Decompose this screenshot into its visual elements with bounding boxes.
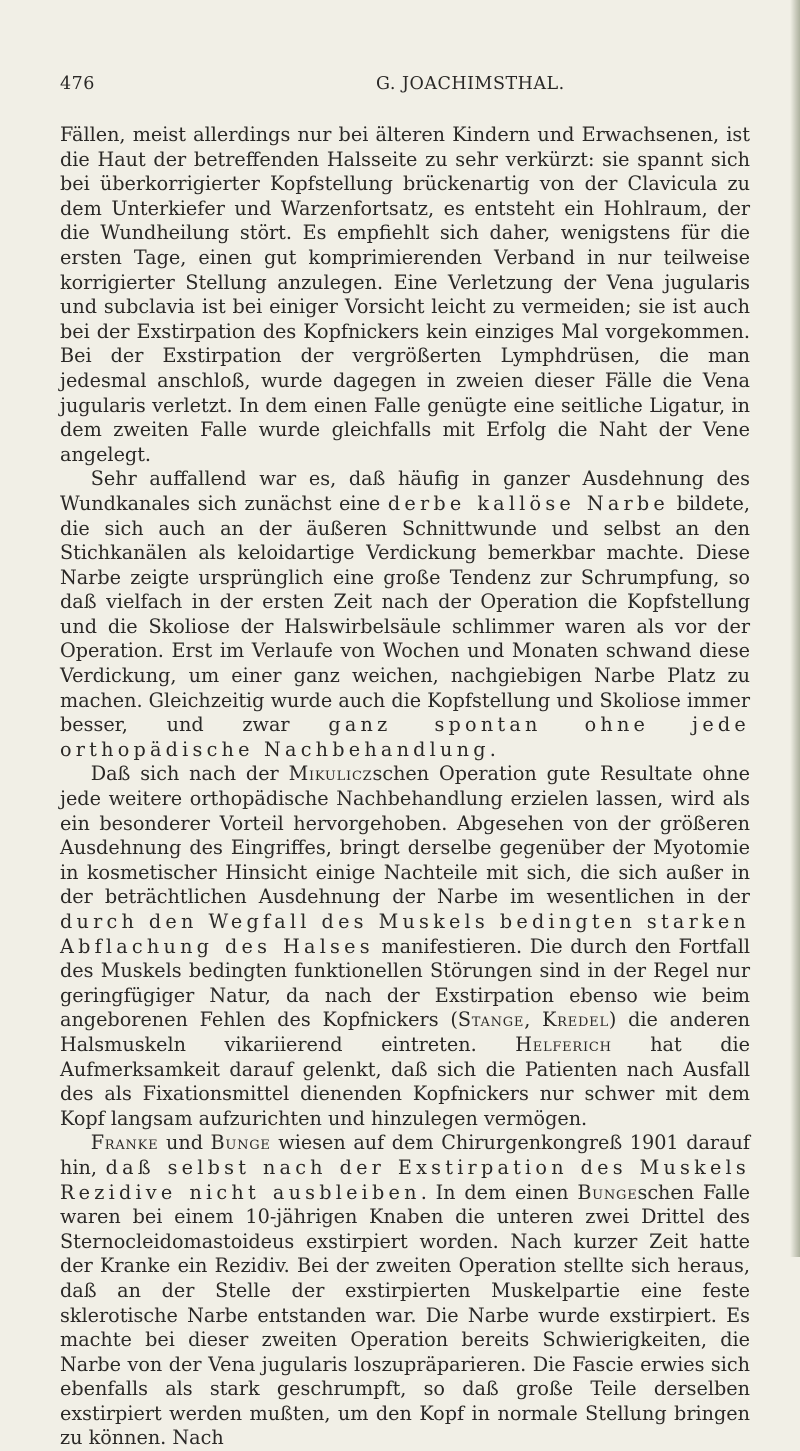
paragraph	[60, 467, 750, 762]
text-run: schen Falle waren bei einem 10-jährigen Knaben die unteren zwei Drittel des Sternocleidomastoideus exstirpiert worden. Nach kurzer Zeit hatte der Kranke ein Rezidiv. Bei der zweiten Operation stellte sich heraus, daß an der Stelle der exstirpierten Muskelpartie eine feste sklerotische Narbe entstanden war. Die Narbe wurde exstirpiert. Es machte bei dieser zweiten Operation bereits Schwierigkeiten, die Narbe von der Vena jugularis loszupräparieren. Die Fascie erwies sich ebenfalls als stark geschrumpft, so daß große Teile derselben exstirpiert werden mußten, um den Kopf in normale Stellung bringen zu können. Nach	[60, 1180, 751, 1450]
paragraph	[60, 1131, 750, 1451]
page-header	[60, 74, 750, 100]
text-run: Fällen, meist allerdings nur bei älteren Kindern und Erwachsenen, ist die Haut der betreffenden Halsseite zu sehr verkürzt: sie spannt sich bei überkorrigierter Kopfstellung brückenartig von der Clavicula zu dem Unterkiefer und Warzenfortsatz, es entsteht ein Hohlraum, der die Wundheilung stört. Es empfiehlt sich daher, wenigstens für die ersten Tage, einen gut komprimierenden Verband in nur teilweise korrigierter Stellung anzulegen. Eine Verletzung der Vena jugularis und subclavia ist bei einiger Vorsicht leicht zu vermeiden; sie ist auch bei der Exstirpation des Kopfnickers kein einziges Mal vorgekommen. Bei der Exstirpation der vergrößerten Lymphdrüsen, die man jedesmal anschloß, wurde dagegen in zweien dieser Fälle die Vena jugularis verletzt. In dem einen Falle genügte eine seitliche Ligatur, in dem zweiten Falle wurde gleichfalls mit Erfolg die Naht der Vene angelegt.	[60, 123, 750, 466]
text-run: und	[158, 1131, 211, 1155]
paragraph	[60, 762, 750, 1131]
text-run: bildete, die sich auch an der äußeren Schnittwunde und selbst an den Stichkanälen als keloidartige Verdickung bemerkbar machte. Diese Narbe zeigte ursprünglich eine große Tendenz zur Schrumpfung, so daß vielfach in der ersten Zeit nach der Operation die Kopfstellung und die Skoliose der Halswirbelsäule schlimmer waren als vor der Operation. Erst im Verlaufe von Wochen und Monaten schwand diese Verdickung, um einer ganz weichen, nachgiebigen Narbe Platz zu machen. Gleichzeitig wurde auch die Kopfstellung und Skoliose immer besser, und zwar	[60, 491, 750, 737]
page-edge-shadow	[790, 0, 800, 1257]
spaced-emphasis: derbe kallöse Narbe	[387, 491, 669, 515]
author-name: Bunge	[577, 1180, 638, 1204]
author-name: Kredel	[542, 1008, 609, 1032]
author-name: Mikulicz	[288, 762, 373, 786]
text-run: . In dem einen	[420, 1180, 578, 1204]
author-name: Franke	[90, 1131, 159, 1155]
spaced-emphasis: daß selbst nach der Exstirpation des Muskels Rezidive nicht ausbleiben	[60, 1155, 750, 1204]
author-name: Helferich	[515, 1032, 612, 1056]
text-run: .	[489, 737, 496, 761]
author-name: Stange	[457, 1008, 525, 1032]
spaced-emphasis: ganz spontan ohne jede orthopädische Nachbehandlung	[60, 713, 750, 761]
text-run: ,	[524, 1008, 543, 1032]
text-run: schen Operation gute Resultate ohne jede weitere orthopädische Nachbehandlung erzielen lassen, wird als ein besonderer Vorteil hervorgehoben. Abgesehen von der größeren Ausdehnung des Eingriffes, bringt derselbe gegenüber der Myotomie in kosmetischer Hinsicht einige Nachteile mit sich, die sich außer in der beträchtlichen Ausdehnung der Narbe im wesentlichen in der	[60, 762, 750, 909]
paragraph	[60, 123, 750, 467]
running-title: G. JOACHIMSTHAL.	[376, 74, 565, 94]
text-run: hat die Aufmerksamkeit darauf gelenkt, daß sich die Patienten nach Ausfall des als Fixationsmittel dienenden Kopfnickers nur schwer mit dem Kopf langsam aufzurichten und hinzulegen vermögen.	[60, 1032, 750, 1130]
author-name: Bunge	[210, 1131, 271, 1155]
text-run: Sehr auffallend war es, daß häufig in ganzer Ausdehnung des Wundkanales sich zunächst eine	[60, 467, 750, 515]
page-number: 476	[60, 74, 95, 94]
text-run: ) die anderen Halsmuskeln vikariierend eintreten.	[60, 1008, 751, 1056]
spaced-emphasis: durch den Wegfall des Muskels bedingten starken Abflachung des Halses	[60, 910, 750, 958]
text-run: wiesen auf dem Chirurgenkongreß 1901 darauf hin,	[60, 1131, 750, 1179]
body-text	[60, 123, 750, 1451]
text-run: Daß sich nach der	[90, 762, 289, 786]
text-run: manifestieren. Die durch den Fortfall des Muskels bedingten funktionellen Störungen sind in der Regel nur geringfügiger Natur, da nach der Exstirpation ebenso wie beim angeborenen Fehlen des Kopfnickers (	[60, 934, 750, 1032]
